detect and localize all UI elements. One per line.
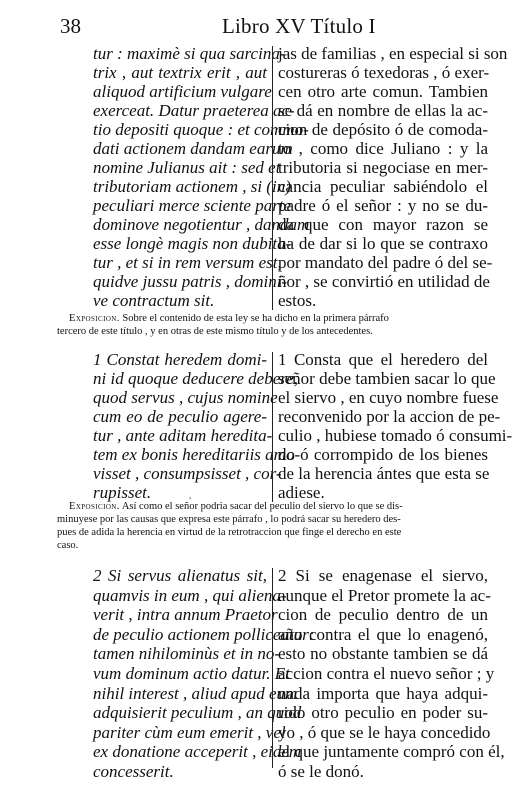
text-line: ó se le donó. xyxy=(278,761,364,781)
text-line: tributoriam actionem , si (in) xyxy=(93,177,291,196)
text-line: se dá en nombre de ellas la ac- xyxy=(278,101,488,120)
spanish-column xyxy=(278,350,513,502)
column-divider xyxy=(272,352,273,502)
text-line: culio , hubiese tomado ó consumi- xyxy=(278,426,513,445)
text-line: tio depositi quoque : et commo- xyxy=(93,120,309,139)
text-line: ex donatione acceperit , eidem xyxy=(93,742,302,762)
text-line: pariter cùm eum emerit , vel xyxy=(93,722,286,742)
text-line: ve contractum sit. xyxy=(93,291,215,310)
text-line: quidve jussu patris , domini- xyxy=(93,272,288,291)
text-line: ha de dar si lo que se contraxo xyxy=(278,234,488,253)
text-line: padre ó el señor : y no se du- xyxy=(278,196,488,215)
page-header xyxy=(0,14,532,40)
note-line xyxy=(57,500,492,513)
text-line: to , como dice Juliano : y la xyxy=(278,139,488,158)
text-line: cancia peculiar sabiéndolo el xyxy=(278,177,488,196)
text-line: el siervo , en cuyo nombre fuese xyxy=(278,388,499,407)
exposicion-note-2 xyxy=(57,500,492,552)
note-text: tercero de este título , y en otras de este mismo título y de los antecedentes. xyxy=(57,326,373,337)
text-line: dominove negotientur , dandam xyxy=(93,215,310,234)
text-line: quod servus , cujus nomine xyxy=(93,388,278,407)
text-line: aliquod artificium vulgare xyxy=(93,82,272,101)
text-line: cen otro arte comun. Tambien xyxy=(278,82,488,101)
text-line: dati actionem dandam earum xyxy=(93,139,293,158)
text-line: cion de peculio dentro de un xyxy=(278,605,488,625)
text-line: da que con mayor razon se xyxy=(278,215,488,234)
text-line: quamvis in eum , qui aliena- xyxy=(93,585,287,605)
note-line xyxy=(57,539,492,552)
text-line: nomine Julianus ait : sed et xyxy=(93,158,281,177)
text-line: 1 Constat heredem domi- xyxy=(93,350,267,369)
note-text: minuyese por las causas que expresa este párrafo , lo podrá sacar su heredero des- xyxy=(57,514,401,525)
running-title: Libro XV Título I xyxy=(222,14,376,38)
text-line: exerceat. Datur praeterea ac- xyxy=(93,101,295,120)
text-line: tur , ante aditam heredita- xyxy=(93,426,273,445)
section-1 xyxy=(0,350,532,510)
text-line: rupisset. xyxy=(93,483,152,502)
text-line: aunque el Pretor promete la ac- xyxy=(278,585,491,605)
text-line: por mandato del padre ó del se- xyxy=(278,253,493,272)
text-line: vum dominum actio datur. Et xyxy=(93,663,290,683)
text-line: nada importa que haya adqui- xyxy=(278,683,488,703)
text-line: adquisierit peculium , an quod xyxy=(93,703,302,723)
note-line xyxy=(57,325,492,338)
text-line: accion contra el nuevo señor ; y xyxy=(278,663,495,683)
text-line: concesserit. xyxy=(93,761,174,781)
text-line: peculiari merce sciente parte xyxy=(93,196,292,215)
ink-mark: , xyxy=(189,490,192,500)
text-line: adiese. xyxy=(278,483,325,502)
text-line: verit , intra annum Praetor xyxy=(93,605,278,625)
note-label: Exposicion. xyxy=(69,313,120,324)
page-number: 38 xyxy=(60,14,81,38)
note-text: Sobre el contenido de esta ley se ha dicho en la primera párrafo xyxy=(122,313,389,324)
text-line: el que juntamente compró con él, xyxy=(278,742,505,762)
spanish-column xyxy=(278,566,505,782)
section-2 xyxy=(0,566,532,786)
text-line: estos. xyxy=(278,291,317,310)
text-line: esse longè magis non dubita- xyxy=(93,234,292,253)
text-line: 2 Si se enagenase el siervo, xyxy=(278,566,488,585)
note-label: Exposicion. xyxy=(69,501,120,512)
text-line: tur , et si in rem versum est, xyxy=(93,253,282,272)
text-line: costureras ó texedoras , ó exer- xyxy=(278,63,490,82)
text-line: rido otro peculio en poder su- xyxy=(278,703,488,723)
text-line: año contra el que lo enagenó, xyxy=(278,624,488,644)
text-line: de la herencia ántes que esta se xyxy=(278,464,490,483)
latin-column xyxy=(93,350,301,502)
section-0 xyxy=(0,44,532,314)
spanish-column xyxy=(278,44,508,310)
text-line: de peculio actionem polliceatur: xyxy=(93,624,315,644)
text-line: tur : maximè si qua sarcina- xyxy=(93,44,286,63)
latin-column xyxy=(93,566,315,782)
text-line: reconvenido por la accion de pe- xyxy=(278,407,501,426)
text-line: trix , aut textrix erit , aut xyxy=(93,63,267,82)
note-line xyxy=(57,513,492,526)
note-text: Así como el señor podria sacar del peculio del siervo lo que se dis- xyxy=(121,501,403,512)
text-line: ni id quoque deducere debere, xyxy=(93,369,299,388)
note-text: pues de adida la herencia en virtud de la retrotraccion que finge el derecho en este xyxy=(57,527,402,538)
text-line: tamen nihilominùs et in no- xyxy=(93,644,280,664)
text-line: yo , ó que se le haya concedido xyxy=(278,722,491,742)
text-line: 2 Si servus alienatus sit, xyxy=(93,566,267,585)
text-line: 1 Consta que el heredero del xyxy=(278,350,488,369)
text-line: nihil interest , aliud apud eum xyxy=(93,683,298,703)
text-line: señor debe tambien sacar lo que xyxy=(278,369,496,388)
text-line: do ó corrompido de los bienes xyxy=(278,445,488,464)
note-line xyxy=(57,526,492,539)
text-line: esto no obstante tambien se dá xyxy=(278,644,488,664)
exposicion-note-1 xyxy=(57,312,492,338)
text-line: tem ex bonis hereditariis amo- xyxy=(93,445,301,464)
column-divider xyxy=(272,46,273,310)
note-text: caso. xyxy=(57,540,79,551)
column-divider xyxy=(272,568,273,768)
text-line: visset , consumpsisset , cor- xyxy=(93,464,282,483)
text-line: tributoria si negociase en mer- xyxy=(278,158,488,177)
text-line: cion de depósito ó de comoda- xyxy=(278,120,488,139)
note-line xyxy=(57,312,492,325)
text-line: cum eo de peculio agere- xyxy=(93,407,267,426)
text-line: ñor , se convirtió en utilidad de xyxy=(278,272,490,291)
text-line: jas de familias , en especial si son xyxy=(278,44,508,63)
